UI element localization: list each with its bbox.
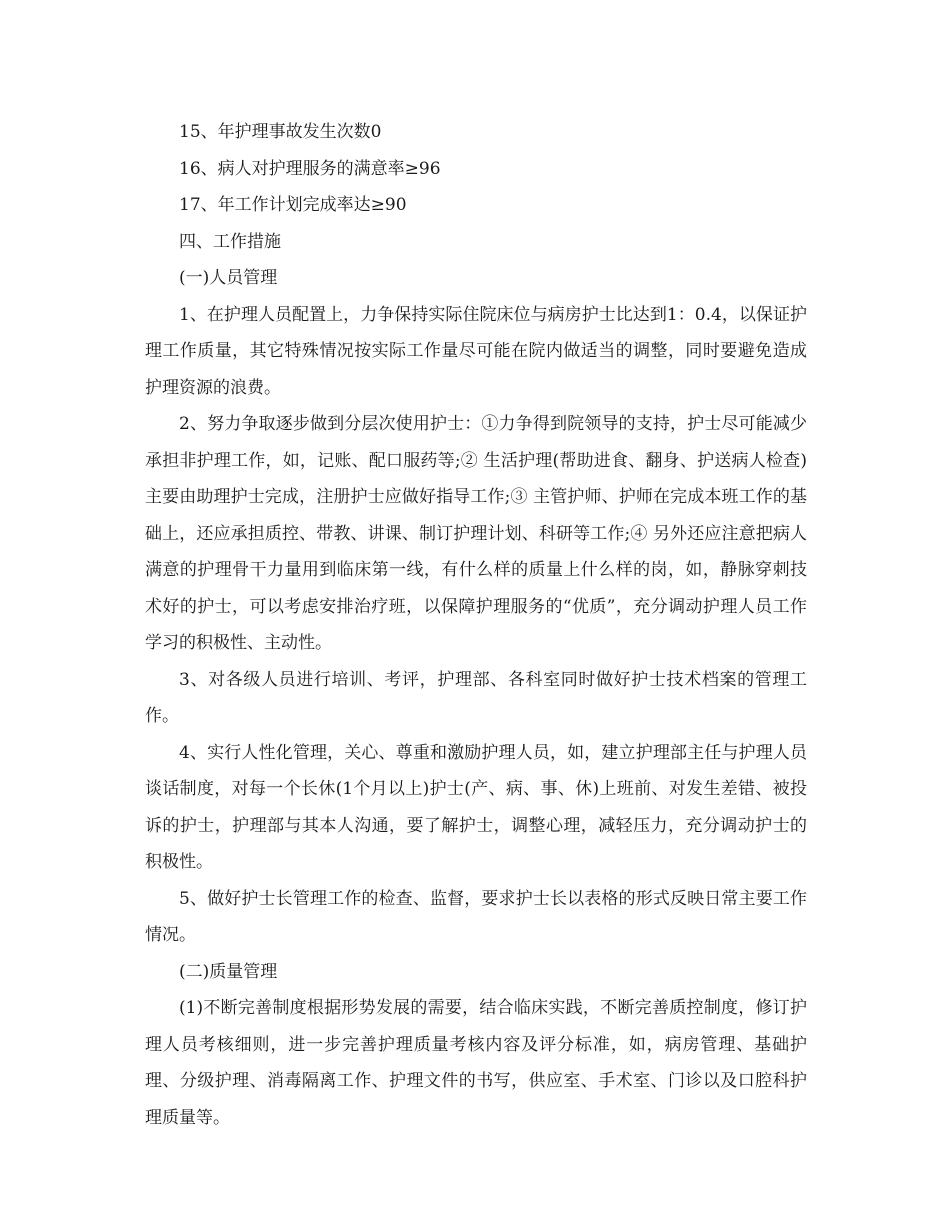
subsection-heading-quality: (二)质量管理 — [179, 961, 278, 982]
paragraph-humanized-management: 4、实行人性化管理，关心、尊重和激励护理人员，如，建立护理部主任与护理人员谈话制度，对每一个长休(1个月以上)护士(产、病、事、休)上班前、对发生差错、被投诉的护士，护理部与其本人沟通，要了解护士，调整心理，减轻压力，充分调动护士的积极性。 — [145, 742, 807, 872]
section-heading-measures: 四、工作措施 — [179, 231, 281, 252]
paragraph-quality-system: (1)不断完善制度根据形势发展的需要，结合临床实践，不断完善质控制度，修订护理人员考核细则，进一步完善护理质量考核内容及评分标准，如，病房管理、基础护理、分级护理、消毒隔离工作、护理文件的书写，供应室、手术室、门诊以及口腔科护理质量等。 — [145, 998, 807, 1128]
paragraph-head-nurse-supervision: 5、做好护士长管理工作的检查、监督，要求护士长以表格的形式反映日常主要工作情况。 — [145, 888, 807, 945]
paragraph-staffing: 1、在护理人员配置上，力争保持实际住院床位与病房护士比达到1：0.4，以保证护理工作质量，其它特殊情况按实际工作量尽可能在院内做适当的调整，同时要避免造成护理资源的浪费。 — [145, 304, 807, 398]
paragraph-item-17: 17、年工作计划完成率达≥90 — [179, 195, 407, 215]
paragraph-item-15: 15、年护理事故发生次数0 — [179, 122, 382, 142]
document-body — [145, 114, 807, 1136]
paragraph-training: 3、对各级人员进行培训、考评，护理部、各科室同时做好护士技术档案的管理工作。 — [145, 669, 807, 726]
subsection-heading-personnel: (一)人员管理 — [179, 268, 278, 288]
paragraph-tiered-use: 2、努力争取逐步做到分层次使用护士：①力争得到院领导的支持，护士尽可能减少承担非护理工作，如，记账、配口服药等;② 生活护理(帮助进食、翻身、护送病人检查)主要由助理护士完成，注册护士应做好指导工作;③ 主管护师、护师在完成本班工作的基础上，还应承担质控、带教、讲课、制订护理计划、科研等工作;④ 另外还应注意把病人满意的护理骨干力量用到临床第一线，有什么样的质量上什么样的岗，如，静脉穿刺技术好的护士，可以考虑安排治疗班，以保障护理服务的“优质”，充分调动护理人员工作学习的积极性、主动性。 — [145, 414, 807, 653]
paragraph-item-16: 16、病人对护理服务的满意率≥96 — [179, 158, 441, 179]
